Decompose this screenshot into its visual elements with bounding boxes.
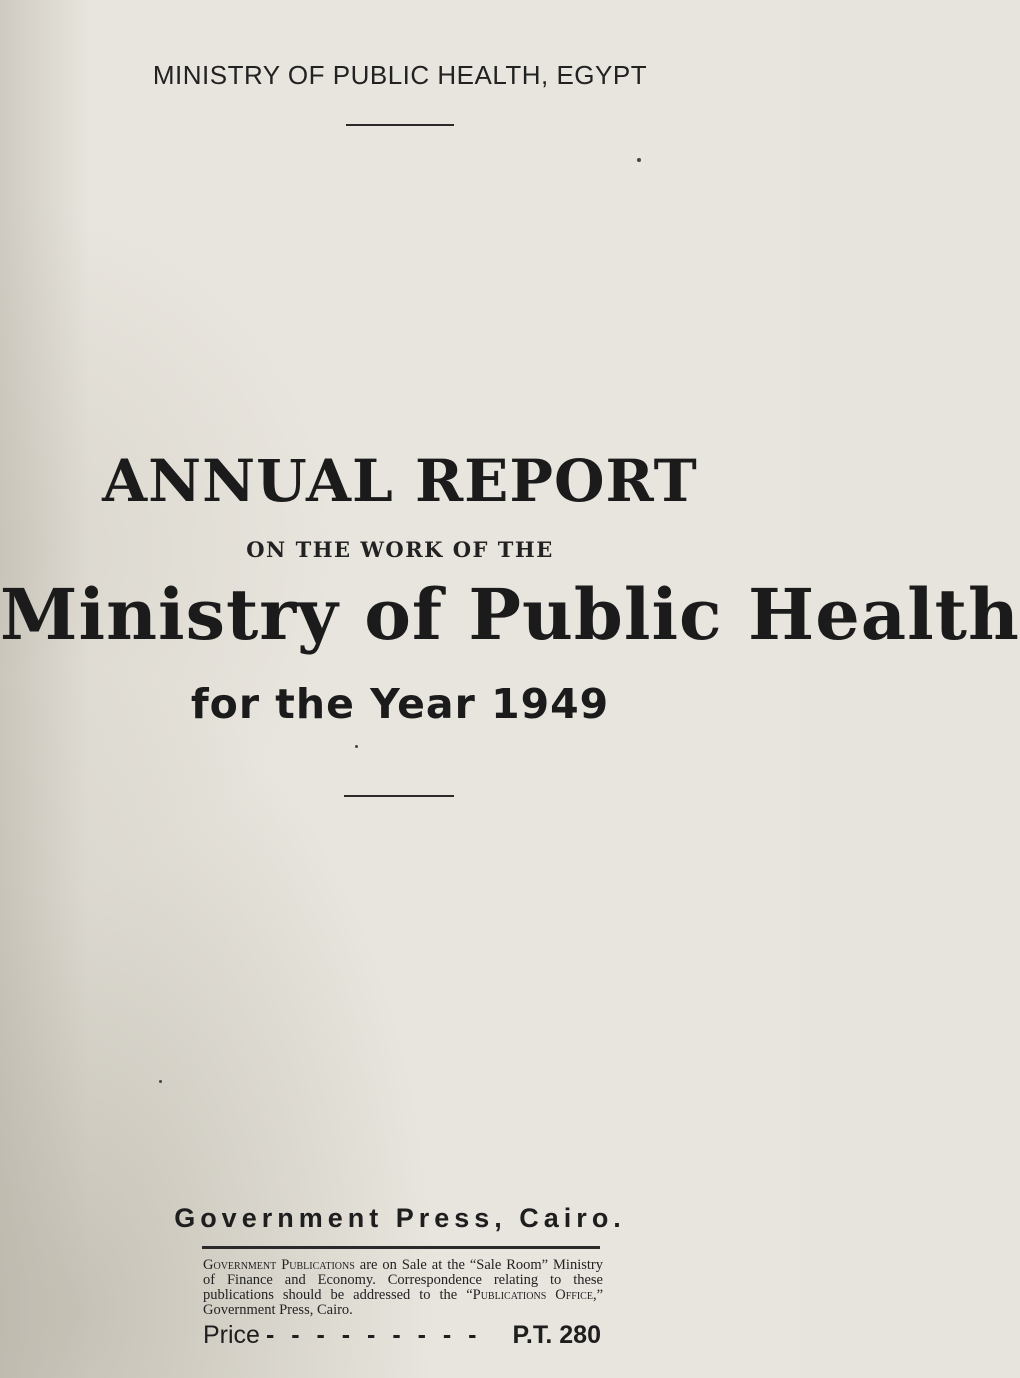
report-title: ANNUAL REPORT bbox=[102, 447, 698, 515]
price-line bbox=[203, 1321, 601, 1350]
price-value: P.T. 280 bbox=[512, 1321, 601, 1349]
report-year: for the Year 1949 bbox=[190, 680, 610, 728]
paper-speck bbox=[637, 158, 641, 162]
notice-part-1: Government Publications bbox=[203, 1257, 355, 1273]
price-label: Price bbox=[203, 1321, 260, 1349]
paper-speck bbox=[159, 1080, 162, 1083]
publisher-divider bbox=[202, 1246, 600, 1249]
publisher: Government Press, Cairo. bbox=[174, 1203, 626, 1233]
sales-notice bbox=[203, 1258, 603, 1318]
price-leader: - - - - - - - - - bbox=[265, 1321, 482, 1349]
paper-speck bbox=[355, 745, 358, 748]
ministry-header: MINISTRY OF PUBLIC HEALTH, EGYPT bbox=[152, 60, 648, 90]
notice-part-4: ,” Government Press, Cairo. bbox=[203, 1287, 603, 1318]
report-subtitle: ON THE WORK OF THE bbox=[246, 537, 554, 562]
notice-part-2: are on Sale at the “Sale Room” Ministry of Finance and Economy. Correspondence relating to these publications should be addressed to the “ bbox=[203, 1257, 603, 1303]
ministry-title: Ministry of Public Health bbox=[0, 573, 1020, 656]
notice-part-3: Publications Office bbox=[472, 1287, 593, 1303]
middle-divider bbox=[344, 795, 454, 797]
top-divider bbox=[346, 124, 454, 126]
